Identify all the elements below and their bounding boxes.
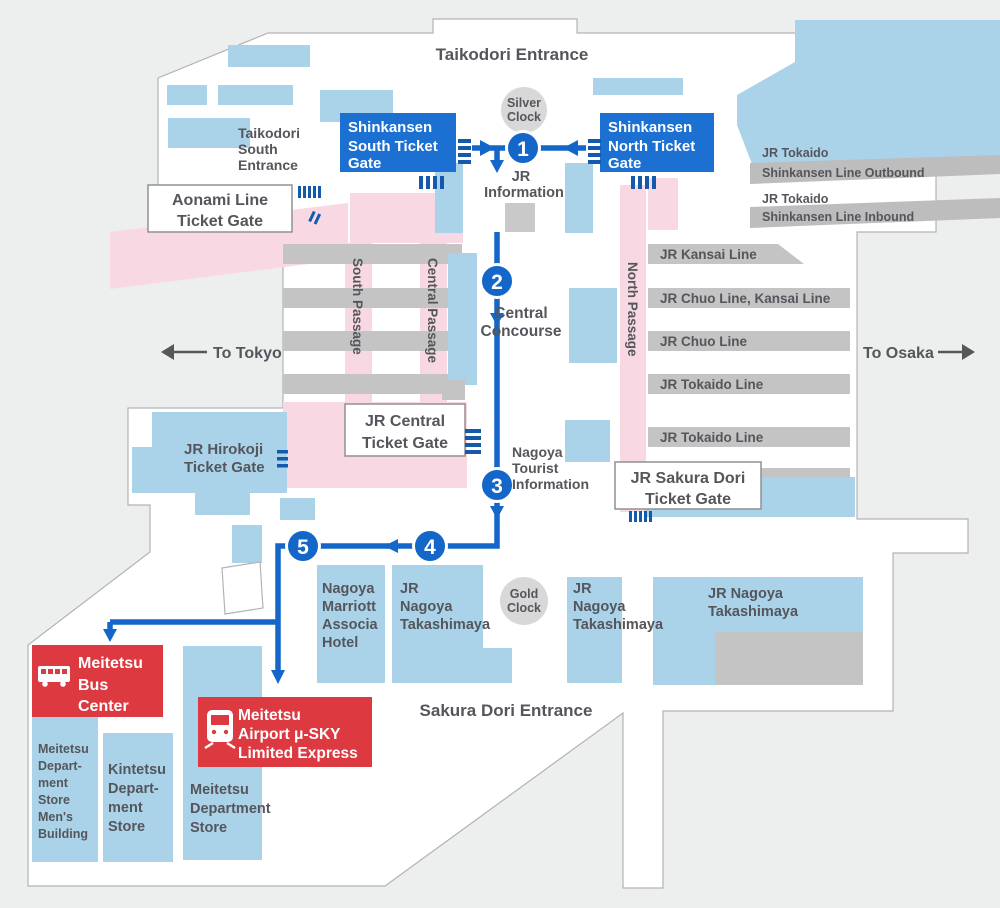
aonami-gate-line2: Ticket Gate <box>177 213 263 230</box>
sakura-dori-entrance-title: Sakura Dori Entrance <box>419 701 593 720</box>
kintetsu-line3: ment <box>108 800 143 816</box>
meitetsu-bus-center-label <box>32 645 163 717</box>
meitetsu-mens-line3: ment <box>38 776 68 790</box>
meitetsu-airport-line3: Limited Express <box>238 745 358 762</box>
building-block <box>228 45 310 67</box>
gray-block <box>442 380 465 400</box>
jr-sakura-dori-gate-line1: JR Sakura Dori <box>630 470 746 487</box>
building-block <box>195 478 250 515</box>
shinkansen-south-line3: Gate <box>348 155 382 172</box>
jr-hirokoji-line1: JR Hirokoji <box>184 441 264 458</box>
takashimaya-west-line3: Takashimaya <box>400 617 491 633</box>
shinkansen-north-line2: North Ticket <box>608 138 696 155</box>
taikodori-south-line1: Taikodori <box>238 125 300 141</box>
meitetsu-mens-line4: Store <box>38 793 70 807</box>
building-block <box>565 420 610 462</box>
route-step-3 <box>481 469 514 502</box>
building-block <box>569 288 617 363</box>
kintetsu-line2: Depart- <box>108 781 159 797</box>
nagoya-tourist-line1: Nagoya <box>512 444 563 460</box>
shinkansen-north-line1: Shinkansen <box>608 119 693 136</box>
route-step-1-number: 1 <box>517 138 529 161</box>
jr-tokaido-line-1-label: JR Tokaido Line <box>660 377 764 392</box>
south-passage-label: South Passage <box>350 258 365 355</box>
marriott-line3: Associa <box>322 617 378 633</box>
tokaido-shinkansen-outbound-line2: Shinkansen Line Outbound <box>762 166 925 180</box>
taikodori-entrance-title: Taikodori Entrance <box>435 45 589 64</box>
meitetsu-mens-line1: Meitetsu <box>38 742 89 756</box>
jr-central-gate-line2: Ticket Gate <box>362 435 448 452</box>
to-osaka-arrow-icon <box>962 344 975 360</box>
aonami-gate-line1: Aonami Line <box>171 192 269 209</box>
marriott-line4: Hotel <box>322 635 359 651</box>
takashimaya-west-building-ext <box>392 648 512 683</box>
jr-information-line1: JR <box>511 169 531 185</box>
gold-clock-line2: Clock <box>506 601 542 615</box>
silver-clock-line1: Silver <box>506 96 542 110</box>
route-step-2-number: 2 <box>491 271 503 294</box>
shinkansen-south-line2: South Ticket <box>348 138 438 155</box>
shinkansen-north-line3: Gate <box>608 155 642 172</box>
takashimaya-east-line1: JR <box>573 581 592 597</box>
building-block <box>448 253 477 385</box>
jr-kansai-line-label: JR Kansai Line <box>660 247 757 262</box>
route-step-3-number: 3 <box>491 475 503 498</box>
shinkansen-south-line1: Shinkansen <box>348 119 433 136</box>
route-step-4-number: 4 <box>424 536 436 559</box>
takashimaya-east-line3: Takashimaya <box>573 617 664 633</box>
shinkansen-north-gate-label <box>600 113 714 172</box>
small-outlined-building <box>222 562 263 614</box>
jr-hirokoji-line2: Ticket Gate <box>184 459 265 476</box>
meitetsu-airport-line1: Meitetsu <box>238 707 301 724</box>
route-step-5 <box>287 530 320 563</box>
shinkansen-south-gate-label <box>340 113 456 172</box>
jr-tokaido-line-2-label: JR Tokaido Line <box>660 430 764 445</box>
route-step-5-number: 5 <box>297 536 309 559</box>
marriott-line2: Marriott <box>322 599 376 615</box>
takashimaya-east-line2: Nagoya <box>573 599 626 615</box>
route-step-1 <box>507 132 540 165</box>
tokaido-shinkansen-inbound-line2: Shinkansen Line Inbound <box>762 210 915 224</box>
jr-central-gate-line1: JR Central <box>364 413 446 430</box>
takashimaya-main-gray <box>715 632 863 685</box>
tokaido-shinkansen-inbound-line1: JR Tokaido <box>762 192 829 206</box>
route-step-2 <box>481 265 514 298</box>
to-tokyo-arrow-icon <box>161 344 174 360</box>
takashimaya-west-line1: JR <box>400 581 419 597</box>
jr-information-counter <box>505 203 535 232</box>
building-block <box>565 163 593 233</box>
silver-clock <box>501 87 547 133</box>
building-block <box>232 525 262 563</box>
aonami-gate-label <box>148 185 292 232</box>
meitetsu-airport-express-label <box>198 697 372 767</box>
jr-hirokoji-gate-label <box>184 441 265 476</box>
central-passage-label: Central Passage <box>425 258 440 364</box>
takashimaya-west-line2: Nagoya <box>400 599 453 615</box>
to-osaka-direction <box>863 344 975 362</box>
central-concourse-line1: Central <box>494 305 548 322</box>
to-tokyo-direction <box>161 344 282 362</box>
north-passage-label: North Passage <box>625 262 640 357</box>
kintetsu-line1: Kintetsu <box>108 762 166 778</box>
meitetsu-airport-line2: Airport μ-SKY <box>238 726 341 743</box>
central-concourse-line2: Concourse <box>480 323 562 340</box>
nagoya-tourist-line3: Information <box>512 476 589 492</box>
gold-clock-line1: Gold <box>509 587 539 601</box>
meitetsu-dept-line2: Department <box>190 801 271 817</box>
jr-chuo-line-label: JR Chuo Line <box>660 334 747 349</box>
meitetsu-bus-line3: Center <box>78 698 129 715</box>
taikodori-south-line2: South <box>238 141 278 157</box>
building-block <box>280 498 315 520</box>
meitetsu-mens-line6: Building <box>38 827 88 841</box>
building-block <box>435 163 463 233</box>
building-block <box>167 85 207 105</box>
meitetsu-mens-line5: Men's <box>38 810 73 824</box>
meitetsu-bus-line2: Bus <box>78 677 109 694</box>
jr-sakura-dori-gate-label <box>615 462 761 509</box>
jr-central-gate-label <box>345 404 465 456</box>
route-step-4 <box>414 530 447 563</box>
marriott-line1: Nagoya <box>322 581 375 597</box>
to-osaka-label: To Osaka <box>863 345 934 362</box>
jr-information-line2: Information <box>484 185 564 201</box>
meitetsu-bus-line1: Meitetsu <box>78 655 143 672</box>
jr-chuo-kansai-line-label: JR Chuo Line, Kansai Line <box>660 291 831 306</box>
jr-hirokoji-gate-ticks-icon <box>277 450 288 468</box>
building-block <box>218 85 293 105</box>
kintetsu-line4: Store <box>108 819 146 835</box>
platform-bar <box>283 374 462 394</box>
kintetsu-building <box>103 733 173 862</box>
meitetsu-mens-line2: Depart- <box>38 759 82 773</box>
to-tokyo-label: To Tokyo <box>213 345 282 362</box>
nagoya-tourist-line2: Tourist <box>512 460 559 476</box>
meitetsu-dept-line3: Store <box>190 820 228 836</box>
taikodori-south-line3: Entrance <box>238 157 298 173</box>
meitetsu-dept-line1: Meitetsu <box>190 782 249 798</box>
jr-sakura-dori-gate-line2: Ticket Gate <box>645 491 731 508</box>
building-block <box>593 78 683 95</box>
tokaido-shinkansen-outbound-line1: JR Tokaido <box>762 146 829 160</box>
gold-clock <box>500 577 548 625</box>
takashimaya-main-line1: JR Nagoya <box>708 586 783 602</box>
silver-clock-line2: Clock <box>506 110 542 124</box>
takashimaya-main-line2: Takashimaya <box>708 604 799 620</box>
